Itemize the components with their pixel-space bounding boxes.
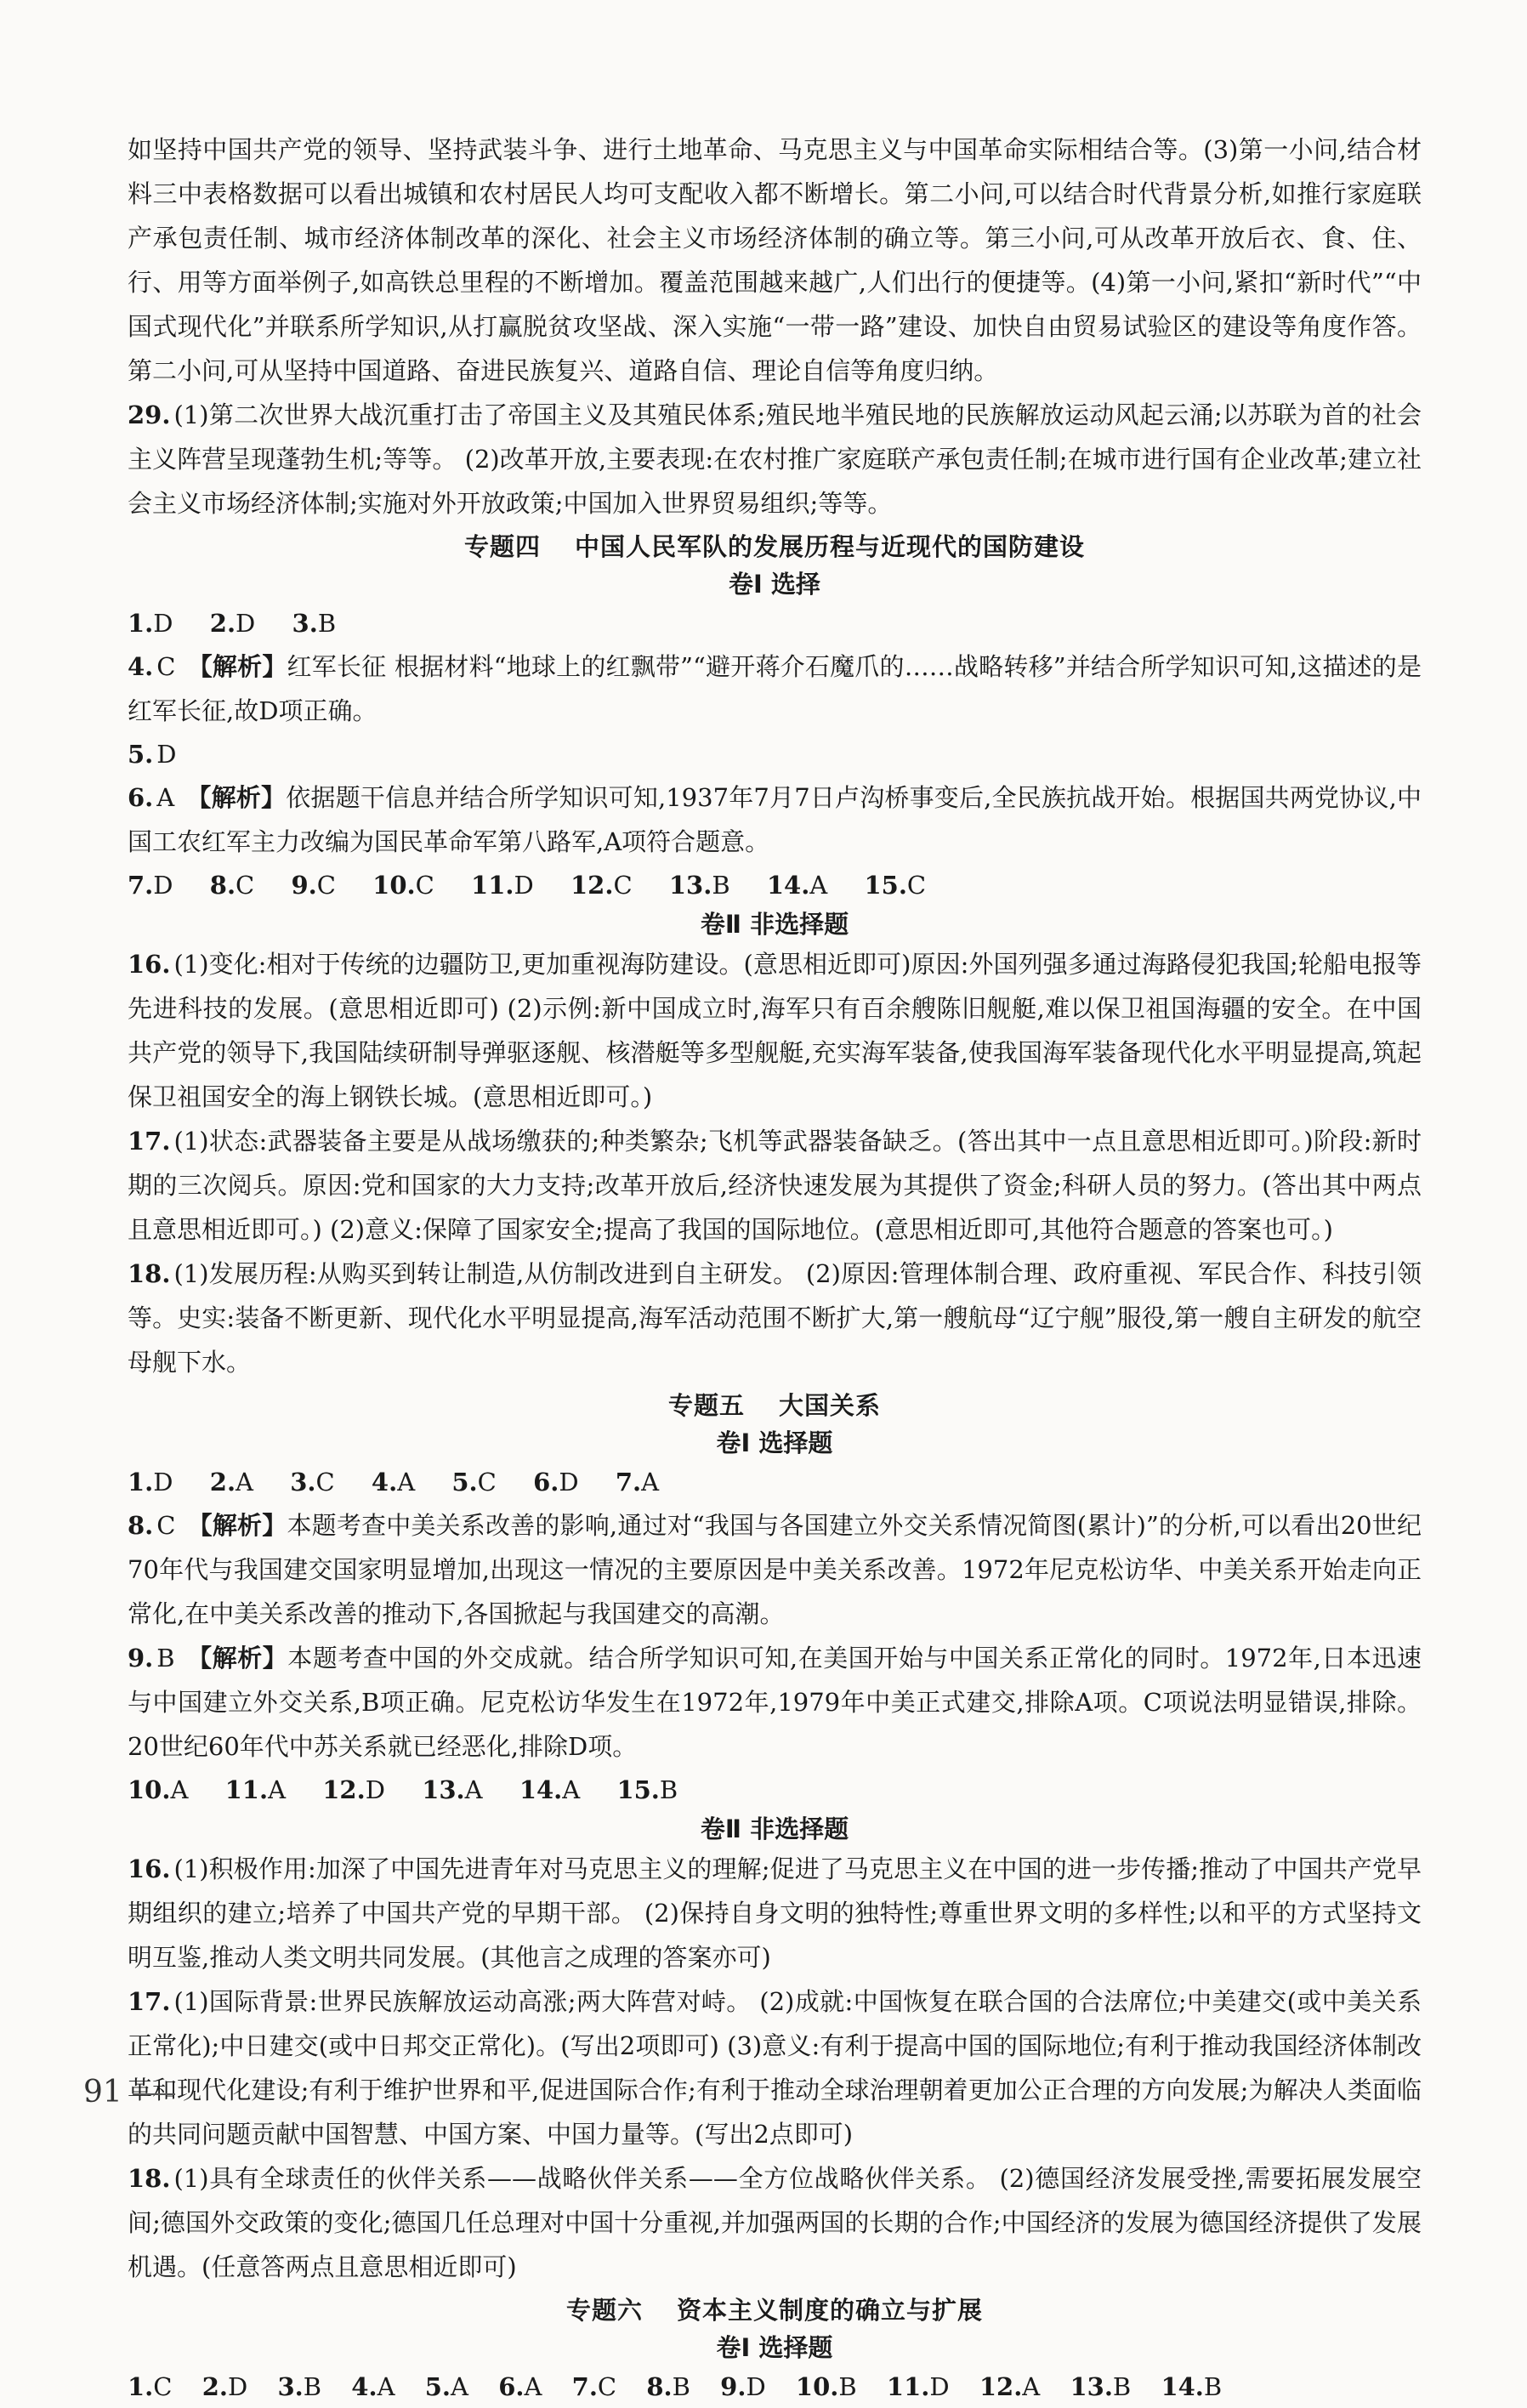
answer-letter: C: [315, 1468, 335, 1496]
answer-letter: A: [641, 1468, 660, 1496]
answer-letter: B: [838, 2372, 857, 2401]
answer-item: [202, 2365, 248, 2408]
topic4-title: 中国人民军队的发展历程与近现代的国防建设: [575, 532, 1086, 561]
topic4-vol1-heading: 卷Ⅰ 选择: [729, 570, 820, 599]
q6-analysis-tag: 【解析】: [186, 783, 287, 812]
topic6-row1: [128, 2365, 1422, 2408]
answer-num: 7.: [615, 1468, 642, 1496]
answer-item: [210, 602, 256, 645]
q9-analysis-tag: 【解析】: [186, 1644, 288, 1673]
answer-num: 14.: [766, 871, 810, 900]
answer-letter: C: [597, 2372, 617, 2401]
topic4-label: 专题四: [463, 532, 541, 561]
answer-num: 12.: [979, 2372, 1023, 2401]
answer-item: [225, 1769, 286, 1811]
answer-num: 5.: [424, 2372, 451, 2401]
topic4-q18: [128, 1252, 1422, 1384]
answer-item: [128, 864, 173, 906]
answer-item: [210, 864, 254, 906]
answer-letter: B: [303, 2372, 322, 2401]
answer-item: [616, 1769, 678, 1811]
topic6-title: 资本主义制度的确立与扩展: [677, 2296, 984, 2325]
topic5-row2: [128, 1769, 1422, 1811]
topic4-q5: [128, 733, 1422, 775]
answer-item: [669, 864, 730, 906]
answer-letter: A: [268, 1775, 287, 1804]
topic5-q18: [128, 2156, 1422, 2289]
answer-letter: A: [464, 1775, 483, 1804]
q4-text: 红军长征 根据材料“地球上的红飘带”“避开蒋介石魔爪的……战略转移”并结合所学知识可知,这描述的是红军长征,故D项正确。: [128, 652, 1422, 725]
answer-letter: A: [809, 871, 828, 900]
answer-letter: A: [377, 2372, 395, 2401]
q16-number: 16.: [128, 1854, 171, 1883]
answer-num: 11.: [224, 1775, 269, 1804]
answer-num: 15.: [864, 871, 907, 900]
answer-item: [519, 1769, 580, 1811]
q6-text: 依据题干信息并结合所学知识可知,1937年7月7日卢沟桥事变后,全民族抗战开始。根据国共两党协议,中国工农红军主力改编为国民革命军第八路军,A项符合题意。: [128, 783, 1422, 856]
intro-paragraph: 如坚持中国共产党的领导、坚持武装斗争、进行土地革命、马克思主义与中国革命实际相结合等。(3)第一小问,结合材料三中表格数据可以看出城镇和农村居民人均可支配收入都不断增长。第二小问,可以结合时代背景分析,如推行家庭联产承包责任制、城市经济体制改革的深化、社会主义市场经济体制的确立等。第三小问,可从改革开放后衣、食、住、行、用等方面举例子,如高铁总里程的不断增加。覆盖范围越来越广,人们出行的便捷等。(4)第一小问,紧扣“新时代”“中国式现代化”并联系所学知识,从打赢脱贫攻坚战、深入实施“一带一路”建设、加快自由贸易试验区的建设等角度作答。第二小问,可从坚持中国道路、奋进民族复兴、道路自信、理论自信等角度归纳。: [128, 135, 1422, 385]
answer-item: [290, 1461, 334, 1503]
q29-item: [128, 393, 1422, 525]
answer-item: [720, 2365, 766, 2408]
answer-item: [292, 602, 337, 645]
answer-item: [767, 864, 827, 906]
q5-answer: D: [156, 740, 177, 769]
q17-text: (1)国际背景:世界民族解放运动高涨;两大阵营对峙。 (2)成就:中国恢复在联合国的合法席位;中美建交(或中美关系正常化);中日建交(或中日邦交正常化)。(写出2项即可) (3)意义:有利于提高中国的国际地位;有利于推动我国经济体制改革和现代化建设;有利于维护世界和平,促进国际合作;有利于推动全球治理朝着更加公正合理的方向发展;为解决人类面临的共同问题贡献中国智慧、中国方案、中国力量等。(写出2点即可): [128, 1987, 1422, 2149]
q16-number: 16.: [128, 950, 171, 979]
answer-letter: B: [1112, 2372, 1132, 2401]
q4-answer: C: [156, 652, 176, 681]
q16-text: (1)积极作用:加深了中国先进青年对马克思主义的理解;促进了马克思主义在中国的进一步传播;推动了中国共产党早期组织的建立;培养了中国共产党的早期干部。 (2)保持自身文明的独特性;尊重世界文明的多样性;以和平的方式坚持文明互鉴,推动人类文明共同发展。(其他言之成理的答案亦可): [128, 1854, 1422, 1972]
answer-item: [291, 864, 335, 906]
topic4-row2: [128, 864, 1422, 906]
answer-num: 9.: [291, 871, 317, 900]
q18-number: 18.: [128, 2164, 171, 2193]
answer-letter: A: [524, 2372, 542, 2401]
answer-letter: B: [712, 871, 730, 900]
q29-text: (1)第二次世界大战沉重打击了帝国主义及其殖民体系;殖民地半殖民地的民族解放运动风起云涌;以苏联为首的社会主义阵营呈现蓬勃生机;等等。 (2)改革开放,主要表现:在农村推广家庭联产承包责任制;在城市进行国有企业改革;建立社会主义市场经济体制;实施对外开放政策;中国加入世界贸易组织;等等。: [128, 400, 1422, 518]
answer-letter: A: [170, 1775, 189, 1804]
answer-num: 2.: [209, 609, 236, 638]
answer-letter: D: [153, 609, 173, 638]
q5-number: 5.: [128, 740, 154, 769]
answer-num: 6.: [533, 1468, 559, 1496]
q6-number: 6.: [128, 783, 154, 812]
answer-num: 1.: [128, 609, 154, 638]
q9-text: 本题考查中国的外交成就。结合所学知识可知,在美国开始与中国关系正常化的同时。1972年,日本迅速与中国建立外交关系,B项正确。尼克松访华发生在1972年,1979年中美正式建交,排除A项。C项说法明显错误,排除。20世纪60年代中苏关系就已经恶化,排除D项。: [128, 1644, 1422, 1761]
answer-letter: D: [236, 609, 256, 638]
answer-num: 1.: [128, 1468, 154, 1496]
topic5-q17: [128, 1979, 1422, 2156]
answer-letter: D: [746, 2372, 766, 2401]
answer-letter: C: [316, 871, 336, 900]
answer-letter: D: [153, 871, 173, 900]
answer-num: 7.: [128, 871, 154, 900]
answer-num: 1.: [128, 2372, 154, 2401]
q4-number: 4.: [128, 652, 154, 681]
answer-item: [210, 1461, 253, 1503]
answer-letter: A: [397, 1468, 416, 1496]
answer-num: 13.: [668, 871, 712, 900]
answer-item: [979, 2365, 1040, 2408]
topic5-label: 专题五: [667, 1391, 745, 1420]
q9-number: 9.: [128, 1644, 154, 1673]
answer-num: 10.: [372, 871, 416, 900]
q8-analysis-tag: 【解析】: [187, 1511, 287, 1540]
topic5-vol2-heading: 卷Ⅱ 非选择题: [700, 1815, 849, 1843]
answer-letter: D: [365, 1775, 385, 1804]
q17-number: 17.: [128, 1127, 171, 1156]
answer-letter: C: [613, 871, 633, 900]
answer-num: 8.: [646, 2372, 673, 2401]
answer-letter: A: [562, 1775, 581, 1804]
answer-item: [451, 1461, 496, 1503]
answer-letter: A: [1022, 2372, 1041, 2401]
answer-num: 3.: [290, 1468, 316, 1496]
topic5-heading: [128, 1386, 1422, 1425]
answer-num: 10.: [128, 1775, 171, 1804]
answer-letter: C: [415, 871, 434, 900]
answer-item: [572, 2365, 616, 2408]
answer-letter: B: [317, 609, 337, 638]
answer-num: 13.: [422, 1775, 465, 1804]
answer-letter: A: [236, 1468, 253, 1496]
answer-item: [616, 1461, 659, 1503]
answer-item: [128, 2365, 172, 2408]
answer-item: [1070, 2365, 1131, 2408]
answer-num: 13.: [1070, 2372, 1113, 2401]
answer-num: 11.: [471, 871, 514, 900]
answer-num: 11.: [886, 2372, 930, 2401]
topic5-row1: [128, 1461, 1422, 1503]
answer-item: [471, 864, 534, 906]
answer-letter: C: [477, 1468, 497, 1496]
topic5-q9: [128, 1636, 1422, 1769]
q8-text: 本题考查中美关系改善的影响,通过对“我国与各国建立外交关系情况简图(累计)”的分析,可以看出20世纪70年代与我国建交国家明显增加,出现这一情况的主要原因是中美关系改善。1972年尼克松访华、中美关系开始走向正常化,在中美关系改善的推动下,各国掀起与我国建交的高潮。: [128, 1511, 1422, 1628]
answer-num: 5.: [451, 1468, 478, 1496]
answer-num: 12.: [322, 1775, 366, 1804]
answer-item: [570, 864, 633, 906]
topic4-q16: [128, 942, 1422, 1119]
topic4-q6: [128, 775, 1422, 864]
answer-num: 9.: [720, 2372, 746, 2401]
topic4-q17: [128, 1119, 1422, 1252]
answer-num: 8.: [209, 871, 236, 900]
topic5-q16: [128, 1847, 1422, 1979]
q18-text: (1)具有全球责任的伙伴关系——战略伙伴关系——全方位战略伙伴关系。 (2)德国经济发展受挫,需要拓展发展空间;德国外交政策的变化;德国几任总理对中国十分重视,并加强两国的长期的合作;中国经济的发展为德国经济提供了发展机遇。(任意答两点且意思相近即可): [128, 2164, 1422, 2281]
q18-number: 18.: [128, 1259, 171, 1288]
answer-num: 14.: [1161, 2372, 1204, 2401]
q16-text: (1)变化:相对于传统的边疆防卫,更加重视海防建设。(意思相近即可)原因:外国列强多通过海路侵犯我国;轮船电报等先进科技的发展。(意思相近即可) (2)示例:新中国成立时,海军只有百余艘陈旧舰艇,难以保卫祖国海疆的安全。在中国共产党的领导下,我国陆续研制导弹驱逐舰、核潜艇等多型舰艇,充实海军装备,使我国海军装备现代化水平明显提高,筑起保卫祖国安全的海上钢铁长城。(意思相近即可。): [128, 950, 1422, 1111]
answer-letter: D: [514, 871, 534, 900]
topic6-heading: [128, 2291, 1422, 2330]
q8-number: 8.: [128, 1511, 154, 1540]
answer-item: [425, 2365, 468, 2408]
answer-item: [128, 1461, 173, 1503]
answer-num: 6.: [498, 2372, 525, 2401]
q17-number: 17.: [128, 1987, 171, 2016]
answer-item: [128, 1769, 188, 1811]
answer-item: [796, 2365, 857, 2408]
answer-letter: D: [929, 2372, 950, 2401]
q18-text: (1)发展历程:从购买到转让制造,从仿制改进到自主研发。 (2)原因:管理体制合理、政府重视、军民合作、科技引领等。史实:装备不断更新、现代化水平明显提高,海军活动范围不断扩大,第一艘航母“辽宁舰”服役,第一艘自主研发的航空母舰下水。: [128, 1259, 1422, 1377]
answer-letter: D: [153, 1468, 173, 1496]
answer-letter: B: [659, 1775, 678, 1804]
q6-answer: A: [156, 783, 175, 812]
answer-item: [422, 1769, 482, 1811]
answer-item: [887, 2365, 950, 2408]
answer-item: [128, 602, 173, 645]
q29-number: 29.: [128, 400, 171, 429]
answer-letter: B: [1203, 2372, 1223, 2401]
q4-analysis-tag: 【解析】: [187, 652, 287, 681]
answer-letter: C: [153, 2372, 173, 2401]
answer-item: [351, 2365, 395, 2408]
q9-answer: B: [156, 1644, 175, 1673]
answer-item: [533, 1461, 579, 1503]
answer-num: 2.: [202, 2372, 228, 2401]
topic5-vol1-heading: 卷Ⅰ 选择题: [716, 1428, 833, 1457]
answer-item: [498, 2365, 542, 2408]
answer-num: 2.: [209, 1468, 236, 1496]
answer-num: 15.: [616, 1775, 660, 1804]
answer-letter: C: [236, 871, 255, 900]
answer-num: 4.: [351, 2372, 377, 2401]
answer-item: [372, 1461, 415, 1503]
answer-num: 7.: [571, 2372, 598, 2401]
topic6-vol1-heading: 卷Ⅰ 选择题: [716, 2333, 833, 2362]
answer-num: 3.: [292, 609, 318, 638]
answer-item: [1161, 2365, 1222, 2408]
q8-answer: C: [156, 1511, 176, 1540]
answer-item: [322, 1769, 385, 1811]
answer-letter: C: [906, 871, 927, 900]
topic4-heading: [128, 527, 1422, 566]
answer-letter: D: [227, 2372, 248, 2401]
answer-num: 10.: [795, 2372, 839, 2401]
answer-num: 14.: [519, 1775, 563, 1804]
answer-item: [864, 864, 926, 906]
q17-text: (1)状态:武器装备主要是从战场缴获的;种类繁杂;飞机等武器装备缺乏。(答出其中一点且意思相近即可。)阶段:新时期的三次阅兵。原因:党和国家的大力支持;改革开放后,经济快速发展为其提供了资金;科研人员的努力。(答出其中两点且意思相近即可。) (2)意义:保障了国家安全;提高了我国的国际地位。(意思相近即可,其他符合题意的答案也可。): [128, 1127, 1422, 1244]
topic4-row1: [128, 602, 1422, 645]
page-number: 91: [83, 2075, 175, 2110]
topic6-label: 专题六: [565, 2296, 643, 2325]
answer-item: [646, 2365, 690, 2408]
topic4-q4: [128, 645, 1422, 733]
answer-num: 3.: [277, 2372, 304, 2401]
answer-item: [277, 2365, 321, 2408]
topic5-q8: [128, 1503, 1422, 1636]
answer-letter: D: [559, 1468, 579, 1496]
answer-letter: B: [672, 2372, 690, 2401]
answer-item: [372, 864, 434, 906]
topic4-vol2-heading: 卷Ⅱ 非选择题: [700, 910, 849, 939]
topic5-title: 大国关系: [779, 1391, 882, 1420]
answer-num: 4.: [371, 1468, 398, 1496]
answer-num: 12.: [570, 871, 614, 900]
answer-letter: A: [451, 2372, 468, 2401]
